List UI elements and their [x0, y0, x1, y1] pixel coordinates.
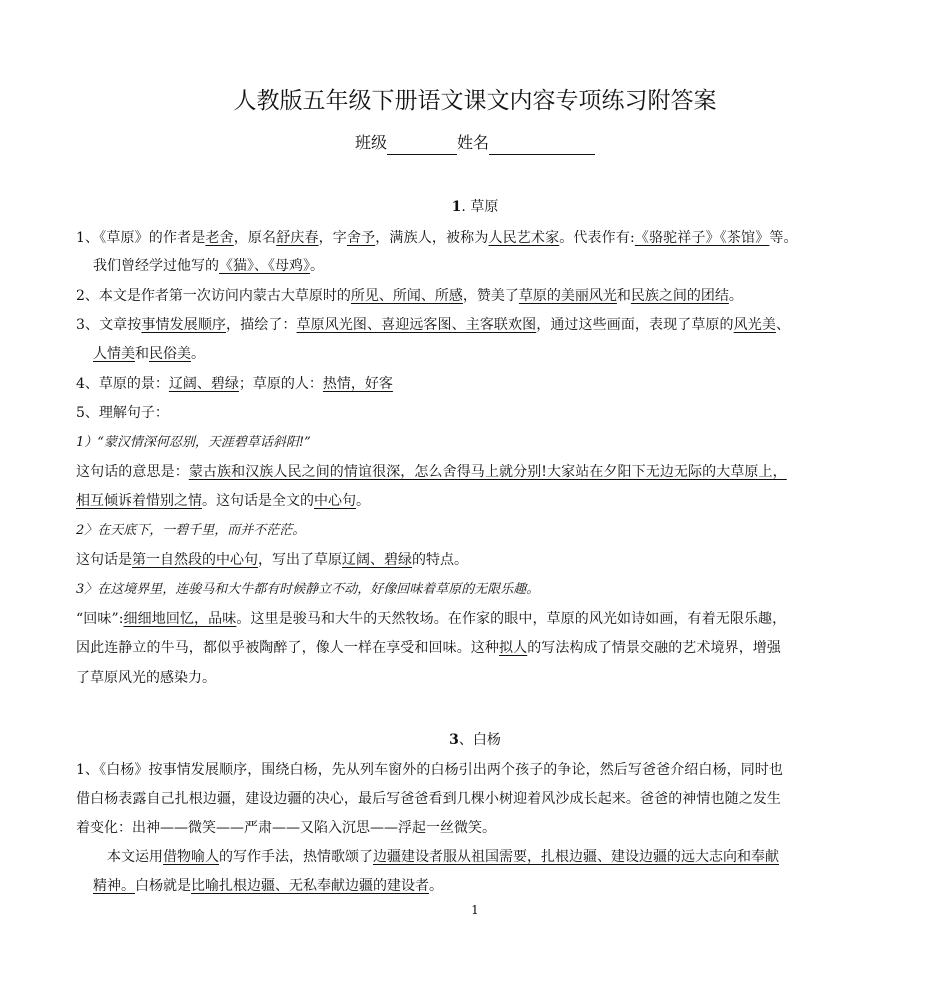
- section-number: 1: [451, 199, 462, 215]
- text: 的特点。: [412, 552, 468, 568]
- answer-text: 舍予: [346, 230, 376, 246]
- name-blank[interactable]: [489, 136, 595, 155]
- quote-3: 3〉在这境界里，连骏马和大牛都有时候静立不动，好像回味着草原的无限乐趣。: [76, 582, 540, 597]
- class-blank[interactable]: [387, 136, 457, 155]
- answer-text: 舒庆春: [276, 230, 319, 246]
- answer-text: 热情，好客: [322, 376, 393, 392]
- text: 和: [135, 346, 149, 362]
- text: 。: [429, 878, 443, 894]
- page-number: 1: [471, 903, 479, 917]
- quote-1-explain-line-2: [76, 490, 370, 512]
- answer-text: 拟人: [499, 640, 528, 656]
- text: 这句话的意思是：: [76, 464, 189, 480]
- text: ；草原的人：: [238, 376, 323, 392]
- baiyang-para-2-line-1: [107, 846, 779, 868]
- answer-text: 比喻扎根边疆、无私奉献边疆的建设者: [191, 878, 429, 894]
- answer-text: 《猫》、《母鸡》: [219, 258, 310, 274]
- item-4: [76, 373, 393, 395]
- text: 我们曾经学过他写的: [93, 258, 219, 274]
- item-3-line-2: [93, 343, 205, 365]
- answer-text: 《骆驼祥子》《茶馆》: [634, 230, 770, 246]
- answer-text: 风光美: [733, 317, 776, 333]
- text: 的写作手法，热情歌颂了: [219, 849, 373, 865]
- baiyang-para-2-line-2: [93, 875, 443, 897]
- answer-text: 蒙古族和汉族人民之间的情谊很深，怎么舍得马上就分别!大家站在夕阳下无边无际的大草原上，: [188, 464, 787, 480]
- answer-text: 民族之间的团结: [630, 288, 729, 304]
- answer-text: 辽阔、碧绿: [168, 376, 239, 392]
- answer-text: 民俗美: [149, 346, 191, 362]
- document-title: 人教版五年级下册语文课文内容专项练习附答案: [233, 88, 717, 114]
- text: 和: [616, 288, 631, 304]
- section-heading-1: [0, 196, 950, 218]
- answer-text: 事情发展顺序: [141, 317, 227, 333]
- text: 等。: [769, 230, 798, 246]
- quote-3-explain-line-1: [76, 608, 786, 630]
- answer-text: 精神。: [93, 878, 135, 894]
- class-label: 班级: [354, 133, 387, 152]
- section-title: 、白杨: [458, 732, 501, 748]
- item-3-line-1: [76, 314, 790, 336]
- text: ，通过这些画面，表现了草原的: [536, 317, 734, 333]
- text: 。: [728, 288, 743, 304]
- name-label: 姓名: [457, 133, 490, 152]
- text: 3、文章按: [76, 317, 142, 333]
- text: 1、《草原》的作者是: [76, 230, 206, 246]
- text: 4、草原的景：: [76, 376, 169, 392]
- text: “回味”:: [76, 611, 124, 627]
- text: ，写出了草原: [258, 552, 342, 568]
- text: 的写法构成了情景交融的艺术境界，增强: [527, 640, 782, 656]
- text: 本文运用: [107, 849, 163, 865]
- quote-2-explain: [76, 549, 468, 571]
- text: 白杨就是: [135, 878, 191, 894]
- answer-text: 人情美: [93, 346, 135, 362]
- answer-text: 草原的美丽风光: [518, 288, 617, 304]
- answer-text: 边疆建设者服从祖国需要，扎根边疆、建设边疆的远大志向和奉献: [373, 849, 779, 865]
- item-2: [76, 285, 743, 307]
- class-name-line: [0, 131, 950, 155]
- item-1-line-1: [76, 227, 798, 249]
- text: 。: [310, 258, 324, 274]
- text: 。: [356, 493, 370, 509]
- text: ，原名: [233, 230, 277, 246]
- answer-text: 所见、所闻、所感: [350, 288, 463, 304]
- baiyang-para-1-line-1: 1、《白杨》按事情发展顺序，围绕白杨，先从列车窗外的白杨引出两个孩子的争论，然后写爸爸介绍白杨，同时也: [76, 762, 784, 778]
- answer-text: 草原风光图、喜迎远客图、主客联欢图: [296, 317, 537, 333]
- text: 。这里是骏马和大牛的天然牧场。在作家的眼中，草原的风光如诗如画，有着无限乐趣，: [236, 611, 787, 627]
- answer-text: 借物喻人: [163, 849, 219, 865]
- answer-text: 中心句: [314, 493, 356, 509]
- item-1-line-2: [93, 255, 324, 277]
- text: 这句话是: [76, 552, 132, 568]
- answer-text: 辽阔、碧绿: [342, 552, 412, 568]
- quote-2: 2〉在天底下，一碧千里，而并不茫茫。: [76, 523, 306, 538]
- quote-1-explain-line-1: [76, 461, 787, 483]
- answer-text: 第一自然段的中心句: [132, 552, 258, 568]
- text: ，字: [318, 230, 347, 246]
- text: ，满族人，被称为: [375, 230, 489, 246]
- answer-text: 细细地回忆，品味: [123, 611, 237, 627]
- section-title: . 草原: [461, 199, 499, 215]
- section-number: 3: [449, 732, 459, 748]
- text: 、: [775, 317, 791, 333]
- answer-text: 老舍: [205, 230, 234, 246]
- text: ，描绘了：: [226, 317, 297, 333]
- baiyang-para-1-line-2: 借白杨表露自己扎根边疆，建设边疆的决心，最后写爸爸看到几棵小树迎着风沙成长起来。爸爸的神情也随之发生: [76, 791, 781, 807]
- text: 因此连静立的牛马，都似乎被陶醉了，像人一样在享受和回味。这种: [76, 640, 499, 656]
- quote-3-explain-line-2: [76, 637, 781, 659]
- answer-text: 相互倾诉着惜别之情: [76, 493, 202, 509]
- text: 。: [191, 346, 205, 362]
- section-heading-3: [0, 729, 950, 751]
- baiyang-para-1-line-3: 着变化：出神——微笑——严肃——又陷入沉思——浮起一丝微笑。: [76, 820, 496, 836]
- text: 2、本文是作者第一次访问内蒙古大草原时的: [76, 288, 351, 304]
- quote-1: 1）“蒙汉情深何忍别，天涯碧草话斜阳!”: [76, 435, 311, 450]
- text: ，赞美了: [462, 288, 519, 304]
- quote-3-explain-line-3: 了草原风光的感染力。: [76, 670, 216, 686]
- text: 。这句话是全文的: [202, 493, 314, 509]
- item-5: 5、理解句子：: [76, 405, 169, 421]
- text: 。代表作有:: [559, 230, 635, 246]
- answer-text: 人民艺术家: [488, 230, 560, 246]
